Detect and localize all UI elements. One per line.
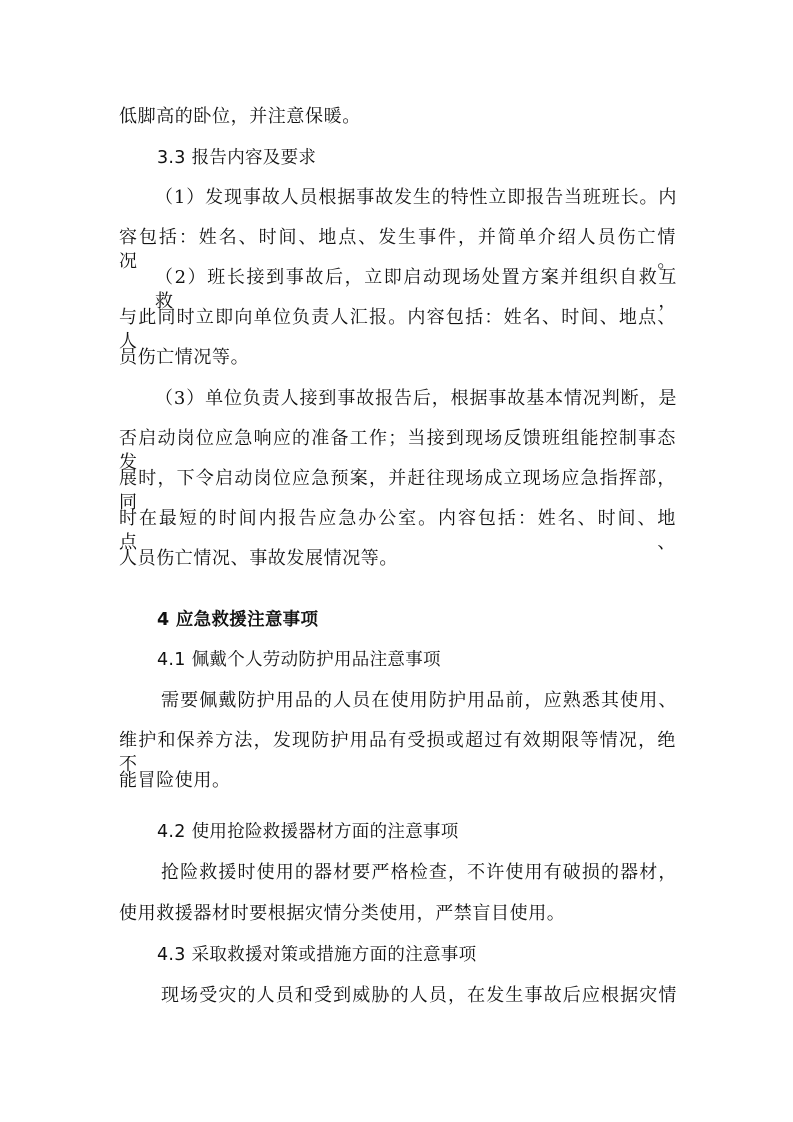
paragraph-line: 与此同时立即向单位负责人汇报。内容包括：姓名、时间、地点、人 [119,307,676,352]
section-heading-4-2: 4.2 使用抢险救援器材方面的注意事项 [157,822,459,842]
paragraph-line: 现场受灾的人员和受到威胁的人员，在发生事故后应根据灾情 [161,985,677,1006]
section-heading-4-3: 4.3 采取救援对策或措施方面的注意事项 [157,945,477,965]
paragraph-line: 维护和保养方法，发现防护用品有受损或超过有效期限等情况，绝不 [119,730,676,775]
paragraph-line: 容包括：姓名、时间、地点、发生事件，并简单介绍人员伤亡情况。 [119,227,676,272]
paragraph-line: 否启动岗位应急响应的准备工作；当接到现场反馈班组能控制事态发 [119,428,676,473]
paragraph-line: （3）单位负责人接到事故报告后，根据事故基本情况判断，是 [155,388,677,409]
paragraph-line: 能冒险使用。 [119,770,231,791]
body-text-line: 低脚高的卧位，并注意保暖。 [119,106,361,127]
paragraph-line: 员伤亡情况等。 [119,347,250,368]
section-heading-3-3: 3.3 报告内容及要求 [157,148,317,168]
section-heading-4: 4 应急救援注意事项 [157,610,319,630]
paragraph-line: 人员伤亡情况、事故发展情况等。 [119,548,398,569]
paragraph-line: 展时，下令启动岗位应急预案，并赶往现场成立现场应急指挥部，同 [119,468,676,513]
paragraph-line: 抢险救援时使用的器材要严格检查，不许使用有破损的器材， [161,862,677,883]
paragraph-line: 使用救援器材时要根据灾情分类使用，严禁盲目使用。 [119,903,566,924]
section-heading-4-1: 4.1 佩戴个人劳动防护用品注意事项 [157,650,441,670]
paragraph-line: 时在最短的时间内报告应急办公室。内容包括：姓名、时间、地点、 [119,508,676,553]
paragraph-line: （1）发现事故人员根据事故发生的特性立即报告当班班长。内 [155,187,677,208]
paragraph-line: （2）班长接到事故后，立即启动现场处置方案并组织自救互救， [155,267,677,312]
paragraph-line: 需要佩戴防护用品的人员在使用防护用品前，应熟悉其使用、 [161,690,677,711]
